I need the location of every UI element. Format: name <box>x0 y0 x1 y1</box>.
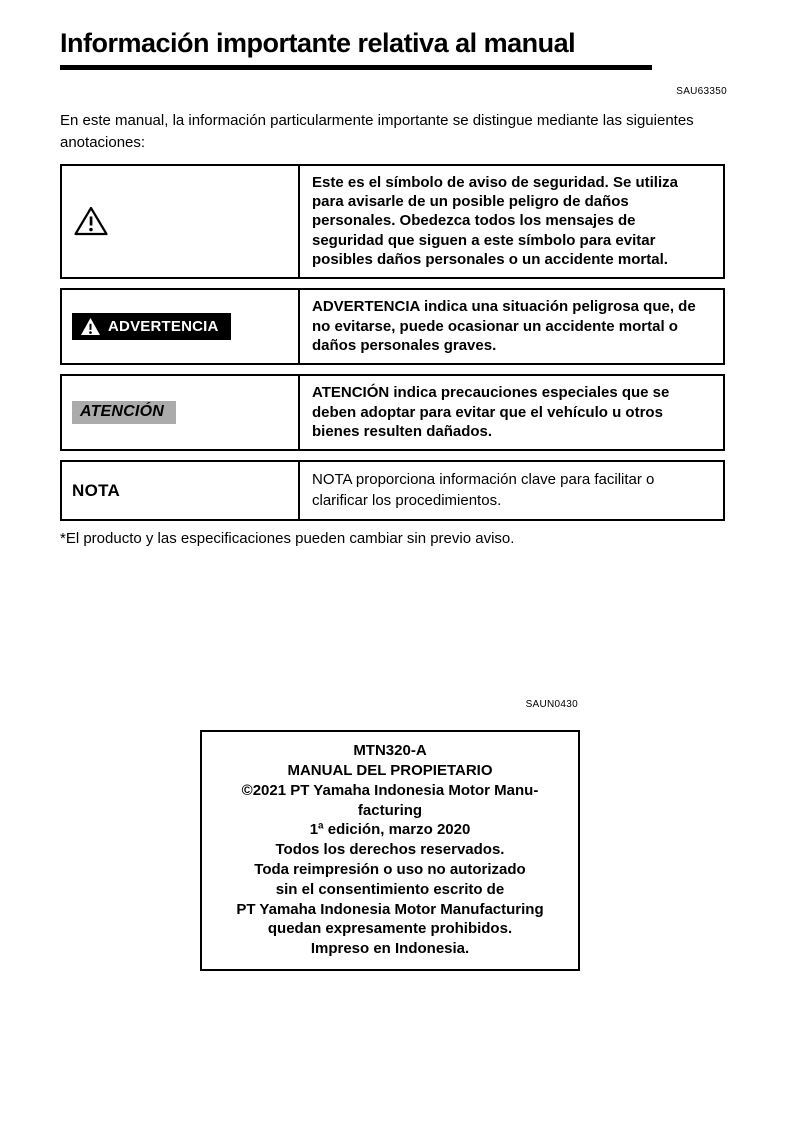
colophon-section <box>200 699 580 971</box>
colophon-line: quedan expresamente prohibidos. <box>267 920 513 938</box>
colophon-line: sin el consentimiento escrito de <box>275 880 505 898</box>
advertencia-badge-label: ADVERTENCIA <box>108 318 219 336</box>
colophon-line: facturing <box>357 801 423 819</box>
section-code-mid: SAUN0430 <box>525 699 578 711</box>
table-row-atencion <box>60 374 725 451</box>
colophon-box <box>200 730 580 971</box>
safety-alert-triangle-icon <box>72 204 110 238</box>
table-row-safety-symbol <box>60 164 725 280</box>
page-title: Información importante relativa al manual <box>60 28 652 70</box>
nota-label: NOTA <box>72 480 121 500</box>
advertencia-description: ADVERTENCIA indica una situación peligrosa que, de no evitarse, puede ocasionar un accidente mortal o daños personales graves. <box>312 298 696 354</box>
table-row-nota <box>60 460 725 521</box>
intro-paragraph: En este manual, la información particularmente importante se distingue mediante las siguientes anotaciones: <box>60 112 694 151</box>
colophon-line: MTN320-A <box>353 742 427 760</box>
nota-cell <box>62 462 300 519</box>
advertencia-badge <box>72 313 231 340</box>
atencion-badge: ATENCIÓN <box>72 401 176 424</box>
nota-description: NOTA proporciona información clave para facilitar o clarificar los procedimientos. <box>312 471 655 510</box>
colophon-line: MANUAL DEL PROPIETARIO <box>287 762 493 780</box>
table-row-advertencia <box>60 288 725 365</box>
footnote: *El producto y las especificaciones pueden cambiar sin previo aviso. <box>60 530 515 548</box>
atencion-cell <box>62 376 300 449</box>
section-code-top: SAU63350 <box>676 86 727 97</box>
advertencia-cell <box>62 290 300 363</box>
atencion-description: ATENCIÓN indica precauciones especiales que se deben adoptar para evitar que el vehículo u otros bienes resulten dañados. <box>312 384 670 440</box>
colophon-line: Toda reimpresión o uso no autorizado <box>254 861 526 879</box>
colophon-line: ©2021 PT Yamaha Indonesia Motor Manu- <box>241 781 539 799</box>
colophon-line: Impreso en Indonesia. <box>310 940 470 958</box>
safety-symbol-description: Este es el símbolo de aviso de seguridad. Se utiliza para avisarle de un posible peligro de daños personales. Obedezca todos los mensajes de seguridad que siguen a este símbolo para evitar posibles daños personales o un accidente mortal. <box>312 173 678 268</box>
safety-symbol-cell <box>62 166 300 278</box>
colophon-line: Todos los derechos reservados. <box>275 841 505 859</box>
colophon-line: PT Yamaha Indonesia Motor Manufacturing <box>236 900 544 918</box>
colophon-line: 1ª edición, marzo 2020 <box>309 821 471 839</box>
notation-table <box>60 164 725 522</box>
warning-triangle-icon <box>80 317 101 336</box>
